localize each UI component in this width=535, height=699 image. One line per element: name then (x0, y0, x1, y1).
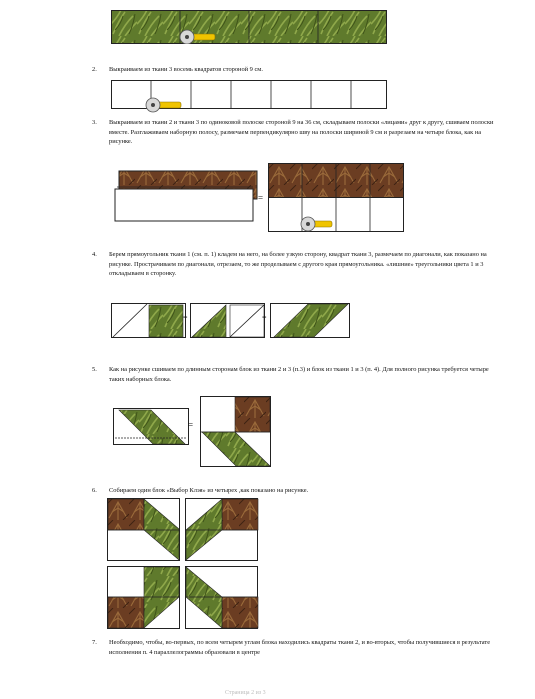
figure-blocks-joined (200, 396, 272, 468)
step-number: 2. (92, 66, 97, 73)
figure-green-strip (111, 10, 387, 44)
step-text: Берем прямоугольник ткани 1 (см. п. 1) кладем на него, на более узкую сторону, квадрат ткани 3, размечаем по диагонали, как показано на рисунке. Прострачиваем по диагонали, отрезаем, то же проделываем с другого края прямоугольника. «лишние» треугольники цвета 1 и 3 откладываем в сторонку. (109, 251, 487, 278)
figure-blocks-stacked (113, 408, 193, 448)
equals-sign: = (258, 193, 264, 203)
step-number: 6. (92, 487, 97, 494)
step-number: 5. (92, 366, 97, 373)
figure-diagonal-step-2 (190, 303, 268, 339)
equals-sign: = (188, 420, 194, 430)
step-text: Выкраиваем из ткани 3 восемь квадратов стороной 9 см. (109, 66, 263, 73)
figure-diagonal-step-1 (111, 303, 187, 339)
step-text: Собираем один блок «Выбор Клэя» из четырех ,как показано на рисунке. (109, 487, 309, 494)
figure-sewn-strip (113, 163, 263, 227)
step-number: 7. (92, 639, 97, 646)
figure-strip-set-cut (268, 163, 408, 235)
equals-sign: = (262, 313, 267, 322)
figure-clays-choice-block (107, 498, 267, 630)
step-text: Необходимо, чтобы, во-первых, по всем четырем углам блока находились квадраты ткани 2, и во-вторых, чтобы получившиеся в результате исполнения п. 4 параллелограммы образовали в центре (109, 639, 491, 656)
step-text: Как на рисунке сшиваем по длинным сторонам блок из ткани 2 и 3 (п.3) и блок из ткани 1 и 3 (п. 4). Для полного рисунка требуется четыре таких наборных блока. (109, 366, 489, 383)
equals-sign: = (183, 313, 188, 322)
step-number: 3. (92, 119, 97, 126)
figure-parallelogram (270, 303, 352, 339)
page-footer: Страница 2 из 3 (225, 690, 266, 696)
figure-white-strip (111, 80, 387, 114)
step-number: 4. (92, 251, 97, 258)
step-text: Выкраиваем из ткани 2 и ткани 3 по одиноковой полоске стороной 9 на 36 см, складываем полоски «лицами» друг к другу, сшиваем полоски вместе. Разглаживаем наборную полосу, размечаем перпендикулярно шву на полоски шириной 9 см и разрезаем на четыре блока, как на рисунке. (109, 119, 494, 146)
